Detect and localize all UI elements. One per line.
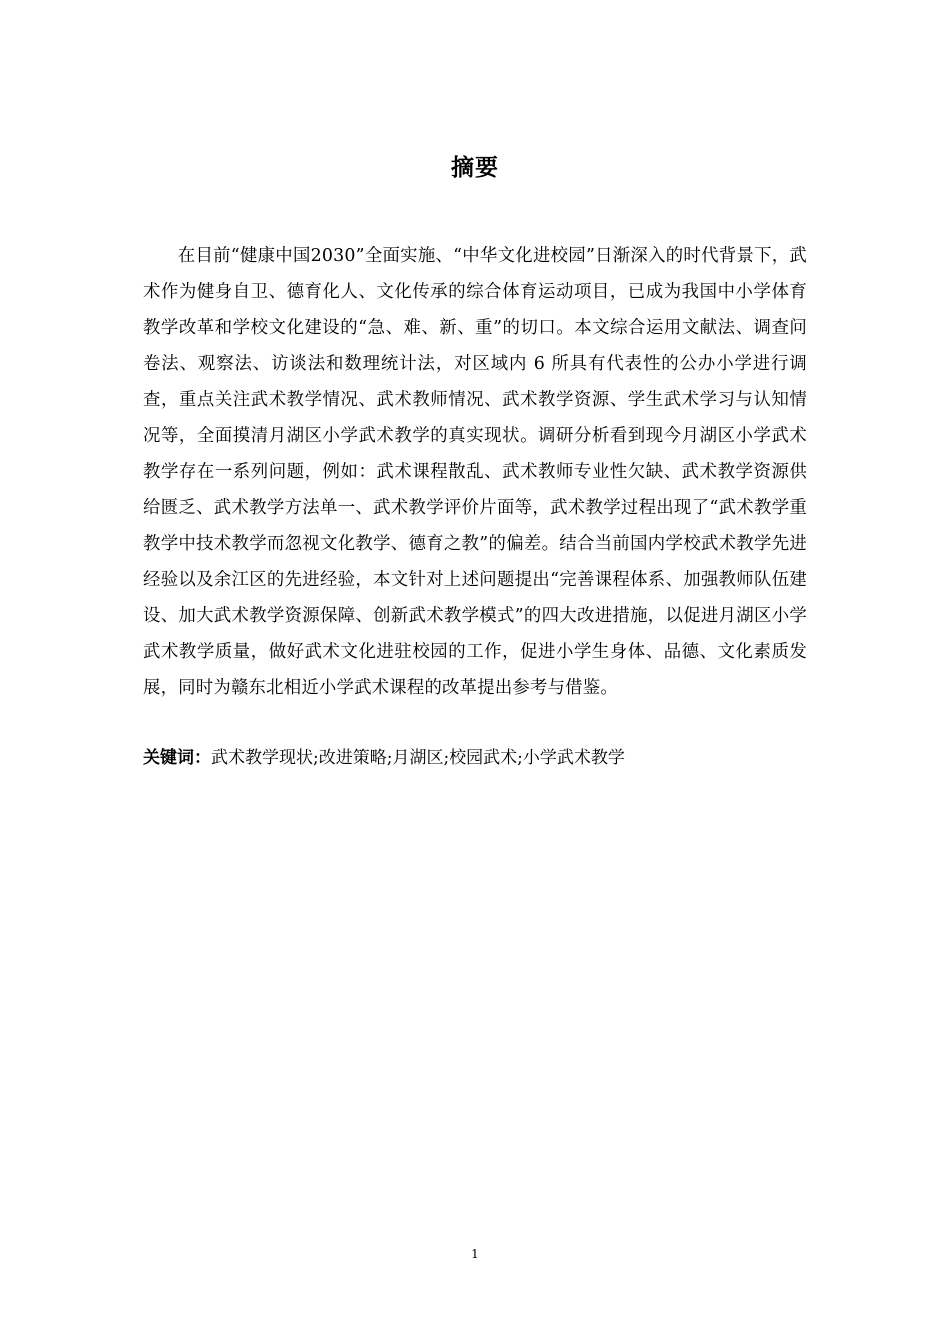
keywords-line xyxy=(143,740,807,776)
page-title: 摘要 xyxy=(451,155,499,181)
keywords-label: 关键词： xyxy=(143,748,211,768)
page-number: 1 xyxy=(471,1247,479,1261)
keywords-text: 武术教学现状;改进策略;月湖区;校园武术;小学武术教学 xyxy=(211,748,625,768)
abstract-paragraph: 在目前“健康中国2030”全面实施、“中华文化进校园”日渐深入的时代背景下，武术作为健身自卫、德育化人、文化传承的综合体育运动项目，已成为我国中小学体育教学改革和学校文化建设的“急、难、新、重”的切口。本文综合运用文献法、调查问卷法、观察法、访谈法和数理统计法，对区域内 6 所具有代表性的公办小学进行调查，重点关注武术教学情况、武术教师情况、武术教学资源、学生武术学习与认知情况等，全面摸清月湖区小学武术教学的真实现状。调研分析看到现今月湖区小学武术教学存在一系列问题，例如：武术课程散乱、武术教师专业性欠缺、武术教学资源供给匮乏、武术教学方法单一、武术教学评价片面等，武术教学过程出现了“武术教学重教学中技术教学而忽视文化教学、德育之教”的偏差。结合当前国内学校武术教学先进经验以及余江区的先进经验，本文针对上述问题提出“完善课程体系、加强教师队伍建设、加大武术教学资源保障、创新武术教学模式”的四大改进措施，以促进月湖区小学武术教学质量，做好武术文化进驻校园的工作，促进小学生身体、品德、文化素质发展，同时为赣东北相近小学武术课程的改革提出参考与借鉴。 xyxy=(143,246,807,698)
